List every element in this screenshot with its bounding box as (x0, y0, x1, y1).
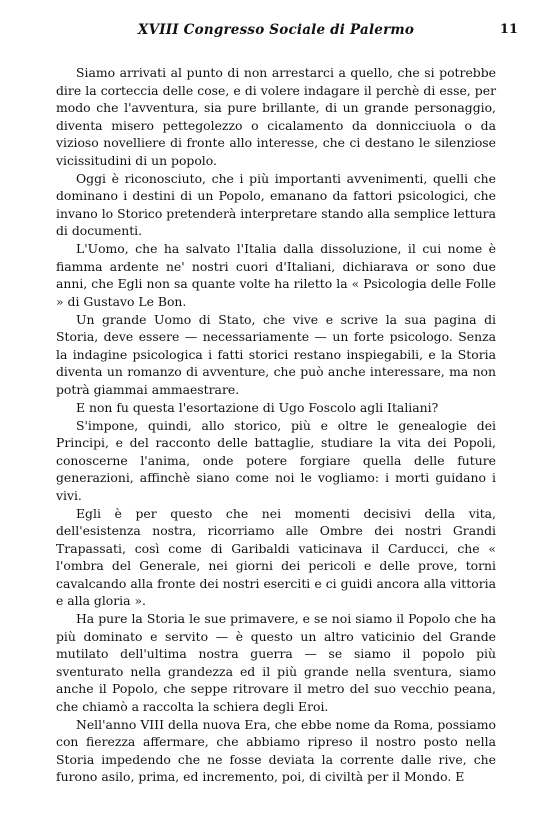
paragraph: S'impone, quindi, allo storico, più e oltre le genealogie dei Principi, e del racconto delle battaglie, studiare la vita dei Popoli, conoscerne l'anima, onde potere forgiare quella delle future generazioni, affinchè siano come noi le vogliamo: i morti guidano i vivi. (56, 417, 496, 503)
paragraph: Un grande Uomo di Stato, che vive e scrive la sua pagina di Storia, deve essere — necessariamente — un forte psicologo. Senza la indagine psicologica i fatti storici restano inspiegabili, e la Storia diventa un romanzo di avventure, che può anche interessare, ma non potrà giammai ammaestrare. (56, 311, 496, 397)
running-header (56, 22, 518, 44)
paragraph: Nell'anno VIII della nuova Era, che ebbe nome da Roma, possiamo con fierezza affermare, che abbiamo ripreso il nostro posto nella Storia impedendo che ne fosse deviata la corrente dalle rive, che furono asilo, prima, ed incremento, poi, di civiltà per il Mondo. E (56, 716, 496, 784)
page-number: 11 (499, 22, 518, 37)
paragraph: Oggi è riconosciuto, che i più importanti avvenimenti, quelli che dominano i destini di un Popolo, emanano da fattori psicologici, che invano lo Storico pretenderà interpretare stando alla semplice lettura di documenti. (56, 170, 496, 238)
paragraph: E non fu questa l'esortazione di Ugo Foscolo agli Italiani? (76, 399, 439, 415)
paragraph: L'Uomo, che ha salvato l'Italia dalla dissoluzione, il cui nome è fiamma ardente ne' nostri cuori d'Italiani, dichiarava or sono due anni, che Egli non sa quante volte ha riletto la « Psicologia delle Folle » di Gustavo Le Bon. (56, 241, 496, 309)
running-title: XVIII Congresso Sociale di Palermo (137, 22, 415, 38)
paragraph: Ha pure la Storia le sue primavere, e se noi siamo il Popolo che ha più dominato e servito — è questo un altro vaticinio del Grande mutilato dell'ultima nostra guerra — se siamo il popolo più sventurato nella grandezza ed il più grande nella sventura, siamo anche il Popolo, che seppe ritrovare il metro del suo vecchio peana, che chiamò a raccolta la schiera degli Eroi. (56, 611, 496, 714)
body-text (56, 64, 496, 786)
paragraph: Egli è per questo che nei momenti decisivi della vita, dell'esistenza nostra, ricorriamo alle Ombre dei nostri Grandi Trapassati, così come di Garibaldi vaticinava il Carducci, che « l'ombra del Generale, nei giorni dei pericoli e delle prove, torni cavalcando alla fronte dei nostri eserciti e ci guidi ancora alla vittoria e alla gloria ». (56, 505, 496, 608)
paragraph: Siamo arrivati al punto di non arrestarci a quello, che si potrebbe dire la corteccia delle cose, e di volere indagare il perchè di esse, per modo che l'avventura, sia pure brillante, di un grande personaggio, diventa misero pettegolezzo o cicalamento da donnicciuola o da vizioso novelliere di fronte allo interesse, che ci destano le silenziose vicissitudini di un popolo. (56, 65, 496, 168)
